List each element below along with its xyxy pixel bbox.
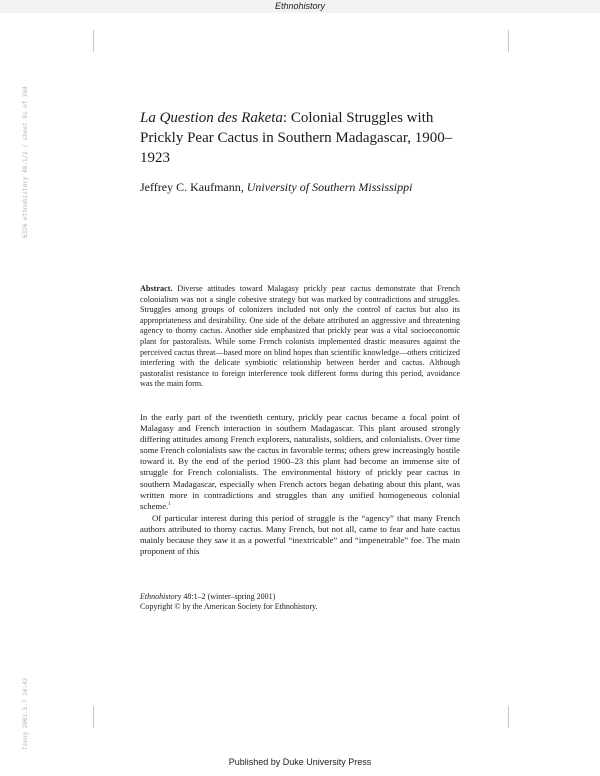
body-paragraph: Of particular interest during this period of struggle is the “agency” that many French authors attributed to thorny cactus. Many French, but not all, came to fear and hate cactus mainly because they saw it as a powerful “inextricable” and “impenetrable” foe. The main proponent of this [140, 512, 460, 557]
crop-mark-bottom-left [93, 706, 94, 728]
author-name: Jeffrey C. Kaufmann, [140, 180, 247, 194]
abstract [140, 284, 460, 390]
citation-issue: 48:1–2 (winter–spring 2001) [181, 592, 276, 601]
publisher-footer: Published by Duke University Press [228, 757, 372, 767]
citation-journal-line [140, 592, 460, 602]
author-line [140, 180, 460, 195]
journal-header-label: Ethnohistory [274, 1, 326, 11]
sheet-stamp-top: 6326 ethnohistory 48:1/2 / sheet 91 of 384 [22, 86, 29, 238]
top-header-bar [0, 0, 600, 13]
article-title-rest: : Colonial Struggles with Prickly Pear Cactus in Southern Madagascar, 1900–1923 [140, 110, 453, 166]
article-title-italic: La Question des Raketa [140, 110, 283, 126]
author-affiliation: University of Southern Mississippi [246, 180, 413, 194]
sheet-stamp-bottom: Tseng 2001.5.7 10:43 [22, 677, 29, 750]
footnote-reference[interactable]: 1 [168, 501, 171, 507]
crop-mark-top-right [508, 30, 509, 52]
abstract-text: Diverse attitudes toward Malagasy prickly pear cactus demonstrate that French colonialism was not a single cohesive strategy but was marked by contradictions and struggles. Struggles among groups of colonizers included not only the control of cactus but also its appropriateness and desirability. One side of the debate attributed an aggressive and threatening agency to thorny cactus. Another side emphasized that prickly pear was a vital socioeconomic plant for pastoralists. While some French colonists implemented drastic measures against the perceived cactus threat—based more on blind hopes than scientific knowledge—others criticized interfering with the delicate symbiotic relationship between herder and cactus. Although pastoralist resistance to foreign interference took different forms during this period, avoidance was the main form. [140, 284, 460, 389]
crop-mark-top-left [93, 30, 94, 52]
citation-journal: Ethnohistory [140, 592, 182, 601]
abstract-label: Abstract. [140, 284, 173, 293]
article-title [140, 108, 480, 168]
body-paragraph-1-text: In the early part of the twentieth century, prickly pear cactus became a focal point of Malagasy and French interaction in southern Madagascar. This plant aroused strongly differing attitudes among French explorers, naturalists, soldiers, and colonialists. Over time some French colonialists saw the cactus in favorable terms; others grew increasingly hostile toward it. By the end of the period 1900–23 this plant had become an immense site of struggle for French colonialists. The environmental history of prickly pear cactus in southern Madagascar, especially when French actors began debating about this plant, was written more in contradictions and struggles than any unified homogeneous colonial scheme. [140, 412, 460, 511]
body-paragraph [140, 412, 460, 512]
crop-mark-bottom-right [508, 706, 509, 728]
citation-copyright: Copyright © by the American Society for Ethnohistory. [140, 602, 318, 611]
body-text [140, 412, 460, 557]
citation-block [140, 592, 460, 612]
